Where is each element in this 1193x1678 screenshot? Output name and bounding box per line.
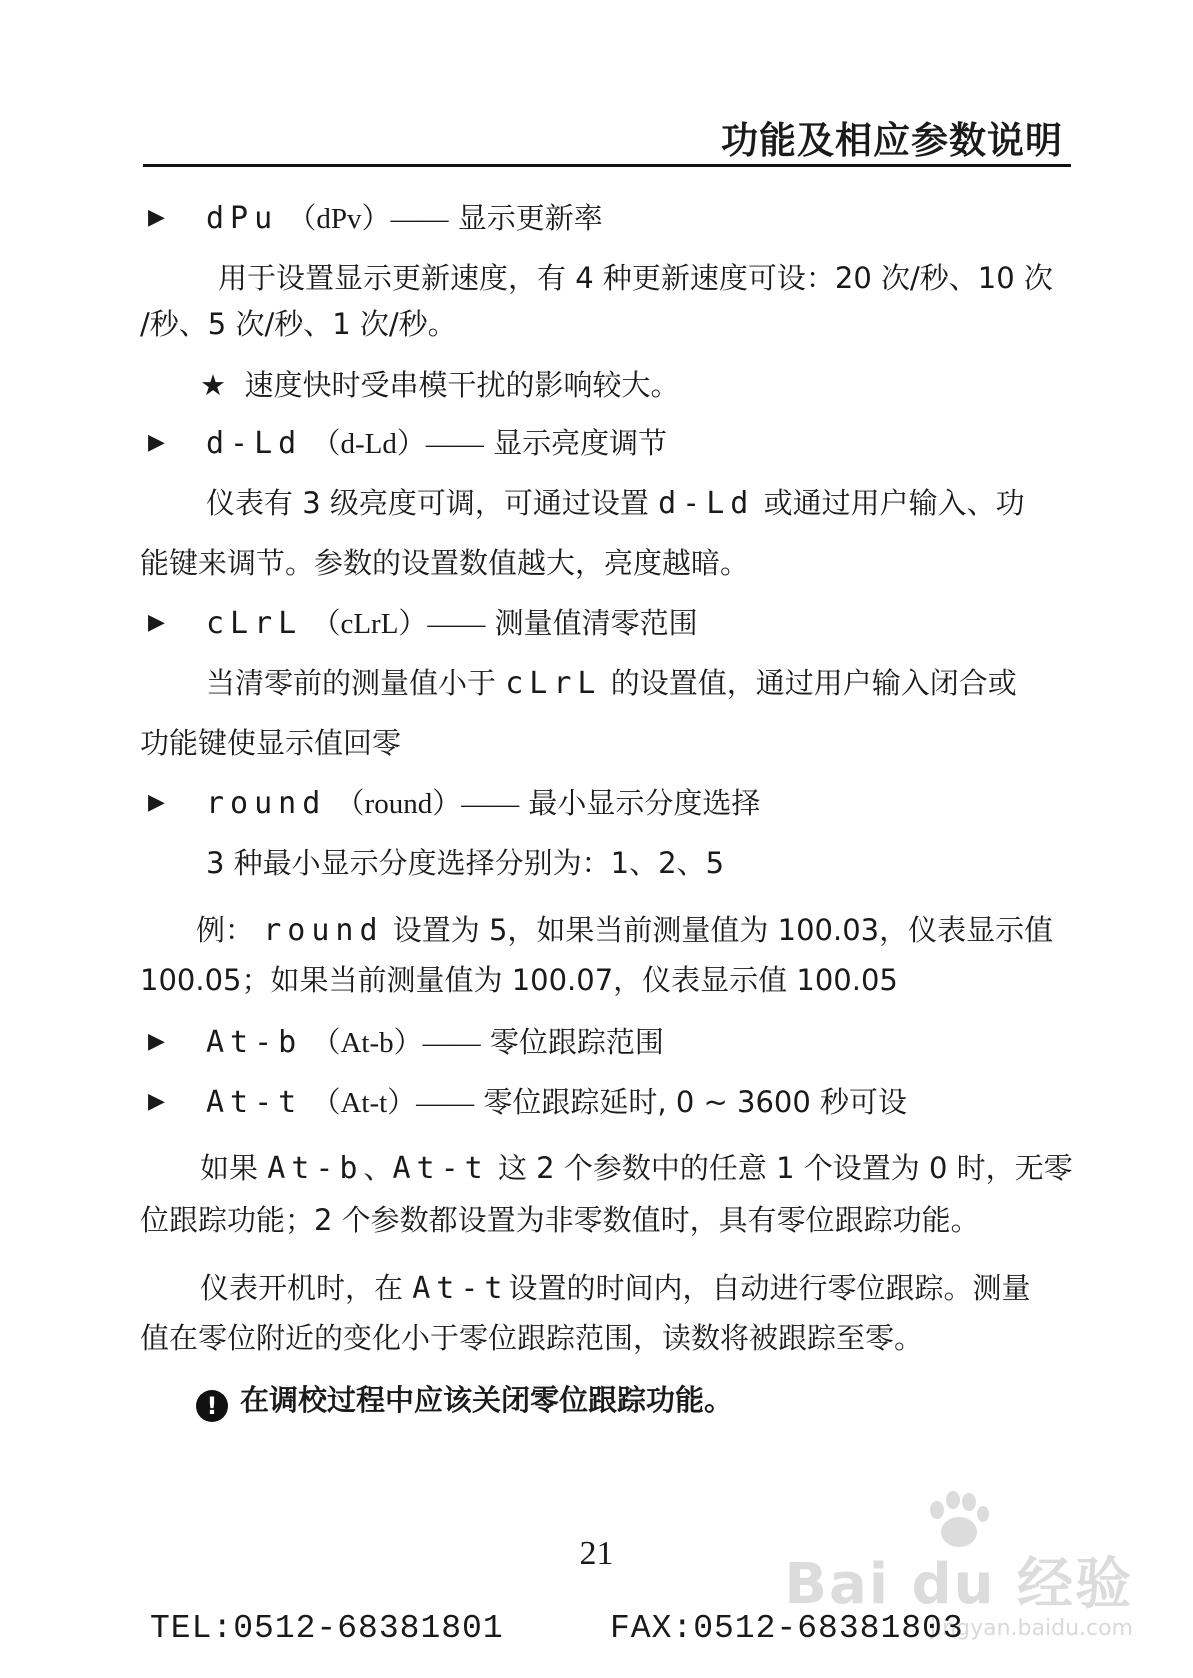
- param-code: At-t: [206, 1085, 303, 1120]
- text-fragment: 、: [363, 1151, 393, 1185]
- text-fragment: 这 2 个参数中的任意 1 个设置为 0 时，无零: [497, 1151, 1073, 1185]
- paragraph-line: [206, 483, 1025, 524]
- param-name: （At-t）——: [311, 1087, 475, 1119]
- warning-line: [196, 1380, 733, 1422]
- text-fragment: 如果: [200, 1151, 259, 1185]
- param-code: cLrL: [505, 666, 602, 701]
- warning-text: 在调校过程中应该关闭零位跟踪功能。: [240, 1383, 734, 1417]
- footer-fax: FAX:0512-68381803: [610, 1610, 964, 1647]
- exclamation-icon: !: [196, 1390, 228, 1422]
- param-heading-atb: [206, 1022, 664, 1063]
- bullet-icon: ▶: [148, 610, 165, 635]
- bullet-icon: ▶: [148, 205, 165, 230]
- bullet-icon: ▶: [148, 1089, 165, 1114]
- param-code: round: [206, 786, 327, 821]
- param-code: At-b: [267, 1151, 364, 1186]
- param-name: （d-Ld）——: [311, 428, 484, 460]
- param-title: 显示亮度调节: [493, 426, 668, 460]
- note-text: 速度快时受串模干扰的影响较大。: [244, 368, 680, 402]
- header-title: 功能及相应参数说明: [721, 119, 1063, 162]
- text-fragment: 的设置值，通过用户输入闭合或: [610, 666, 1017, 700]
- param-code: At-b: [206, 1025, 303, 1060]
- bullet-icon: ▶: [148, 790, 165, 815]
- text-fragment: 设置的时间内，自动进行零位跟踪。测量: [508, 1271, 1031, 1305]
- text-fragment: 仪表有 3 级亮度可调，可通过设置: [206, 486, 649, 520]
- param-title: 零位跟踪范围: [489, 1025, 664, 1059]
- param-title: 零位跟踪延时, 0 ~ 3600 秒可设: [483, 1085, 908, 1119]
- example-line: [196, 910, 1053, 951]
- paragraph-line: [200, 1268, 1031, 1309]
- text-fragment: 设置为 5，如果当前测量值为 100.03，仪表显示值: [392, 913, 1054, 947]
- watermark-logo: Bai du 经验: [784, 1552, 1133, 1617]
- paragraph-line: 3 种最小显示分度选择分别为：1、2、5: [206, 846, 725, 880]
- paragraph-line: 位跟踪功能；2 个参数都设置为非零数值时，具有零位跟踪功能。: [140, 1203, 980, 1237]
- note-line: [200, 365, 679, 405]
- text-fragment: 仪表开机时，在: [200, 1271, 404, 1305]
- watermark-url: jingyan.baidu.com: [929, 1616, 1133, 1641]
- param-heading-round: [206, 783, 760, 824]
- param-code: cLrL: [206, 606, 303, 641]
- paragraph-line: 功能键使显示值回零: [140, 726, 402, 760]
- text-fragment: 当清零前的测量值小于: [206, 666, 497, 700]
- param-title: 显示更新率: [457, 201, 603, 235]
- param-code: d-Ld: [658, 486, 755, 521]
- param-code: dPu: [206, 201, 279, 236]
- bullet-icon: ▶: [148, 1029, 165, 1054]
- paragraph-line: 值在零位附近的变化小于零位跟踪范围，读数将被跟踪至零。: [140, 1321, 924, 1355]
- param-code: At-t: [392, 1151, 489, 1186]
- param-name: （dPv）——: [287, 203, 449, 235]
- paragraph-line: /秒、5 次/秒、1 次/秒。: [140, 307, 457, 341]
- paragraph-line: [206, 663, 1017, 704]
- param-name: （round）——: [335, 788, 520, 820]
- bullet-icon: ▶: [148, 430, 165, 455]
- text-fragment: 例：: [196, 913, 255, 947]
- param-code: d-Ld: [206, 426, 303, 461]
- paragraph-line: 能键来调节。参数的设置数值越大，亮度越暗。: [140, 546, 750, 580]
- star-icon: ★: [200, 368, 226, 402]
- param-code: At-t: [412, 1271, 509, 1306]
- page-number: 21: [579, 1535, 614, 1572]
- param-title: 测量值清零范围: [494, 606, 698, 640]
- param-heading-dpv: [206, 198, 603, 239]
- param-name: （cLrL）——: [311, 608, 486, 640]
- param-heading-dld: [206, 423, 667, 464]
- param-title: 最小显示分度选择: [528, 786, 761, 820]
- paragraph-line: 100.05；如果当前测量值为 100.07，仪表显示值 100.05: [140, 963, 898, 997]
- paragraph-line: 用于设置显示更新速度，有 4 种更新速度可设：20 次/秒、10 次: [218, 261, 1053, 295]
- param-heading-att: [206, 1082, 907, 1123]
- paragraph-line: [200, 1148, 1073, 1189]
- param-code: round: [263, 913, 384, 948]
- param-name: （At-b）——: [311, 1027, 481, 1059]
- param-heading-clrl: [206, 603, 698, 644]
- header-divider: [143, 164, 1071, 167]
- text-fragment: 或通过用户输入、功: [763, 486, 1025, 520]
- footer-tel: TEL:0512-68381801: [150, 1610, 504, 1647]
